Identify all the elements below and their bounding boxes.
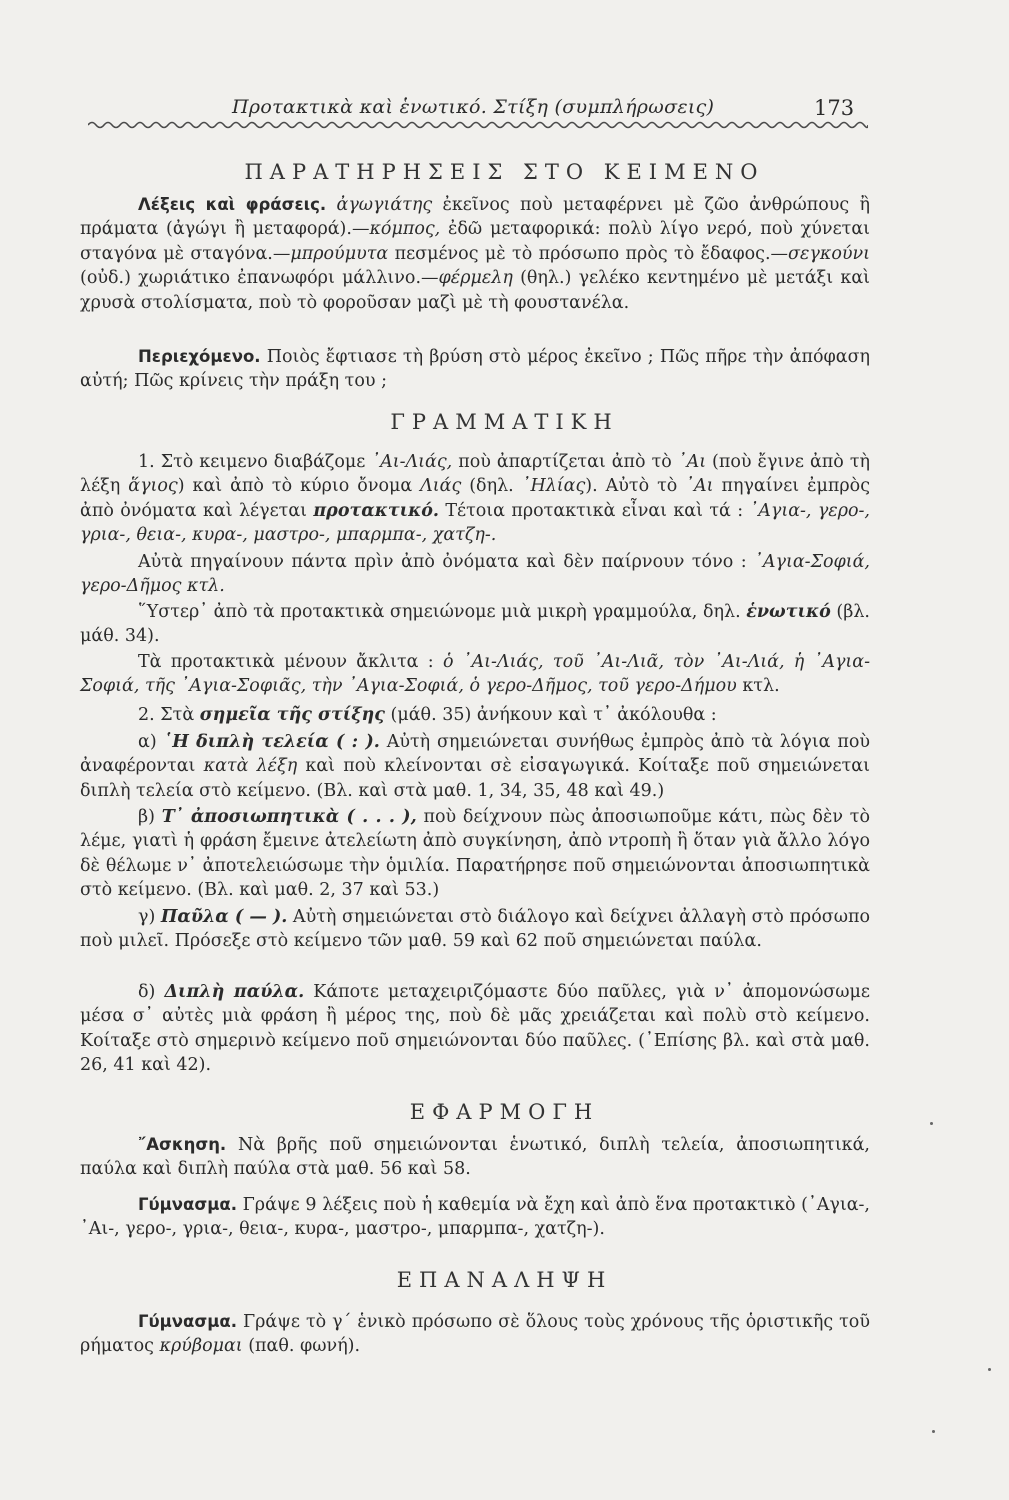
practice-paragraph-1: Γύμνασμα. Γράψε 9 λέξεις ποὺ ἡ καθεμία νὰ ἔχη καὶ ἀπὸ ἕνα προτακτικὸ (᾿Αγια-, ᾿Αι-, γερο-, γρια-, θεια-, κυρα-, μαστρο-, μπαρμπα-, χατζη-). bbox=[80, 1195, 870, 1240]
practice-paragraph-2: Γύμνασμα. Γράψε τὸ γ΄ ἑνικὸ πρόσωπο σὲ ὅλους τοὺς χρόνους τῆς ὁριστικῆς τοῦ ρήματος κρύβομαι (παθ. φωνή). bbox=[80, 1312, 870, 1357]
term-enotiko: ἑνωτικό bbox=[746, 602, 831, 622]
exercise-label: ῎Ασκηση. bbox=[138, 1135, 227, 1154]
grammar-paragraph-3: ῞Υστερ᾿ ἀπὸ τὰ προτακτικὰ σημειώνομε μιὰ μικρὴ γραμμούλα, δηλ. ἑνωτικό (βλ. μάθ. 34). bbox=[80, 602, 870, 647]
punctuation-item-dash: γ) Παῦλα ( — ). Αὐτὴ σημειώνεται στὸ διάλογο καὶ δείχνει ἀλλαγὴ στὸ πρόσωπο ποὺ μιλεῖ. Πρόσεξε στὸ κείμενο τῶν μαθ. 59 καὶ 62 ποῦ σημειώνεται παύλα. bbox=[80, 907, 871, 952]
practice-label: Γύμνασμα. bbox=[138, 1312, 237, 1331]
running-title: Προτακτικὰ καὶ ἑνωτικό. Στίξη (συμπλήρωσεις) bbox=[232, 96, 715, 118]
section-heading-application: ΕΦΑΡΜΟΓΗ bbox=[409, 1100, 600, 1124]
paper-speck bbox=[988, 1368, 991, 1371]
vocabulary-paragraph: Λέξεις καὶ φράσεις. ἀγωγιάτης ἐκεῖνος ποὺ μεταφέρνει μὲ ζῶο ἀνθρώπους ἢ πράματα (ἀγώγι ἢ μεταφορά).—κόμπος, ἐδῶ μεταφορικά: πολὺ λίγο νερό, ποὺ χύνεται σταγόνα μὲ σταγόνα.—μπρούμυτα πεσμένος μὲ τὸ πρόσωπο πρὸς τὸ ἔδαφος.—σεγκούνι (οὐδ.) χωριάτικο ἐπανωφόρι μάλλινο.—φέρμελη (θηλ.) γελέκο κεντημένο μὲ μετάξι καὶ χρυσὰ στολίσματα, ποὺ τὸ φοροῦσαν μαζὶ μὲ τὴ φουστανέλα. bbox=[80, 195, 870, 313]
content-label: Περιεχόμενο. bbox=[138, 347, 261, 366]
punctuation-item-colon: α) ῾Η διπλὴ τελεία ( : ). Αὐτὴ σημειώνεται συνήθως ἐμπρὸς ἀπὸ τὰ λόγια ποὺ ἀναφέρονται κατὰ λέξη καὶ ποὺ κλείνονται σὲ εἰσαγωγικά. Κοίταξε ποῦ σημειώνεται διπλὴ τελεία στὸ κείμενο. (Βλ. καὶ στὰ μαθ. 1, 34, 35, 48 καὶ 49.) bbox=[80, 732, 871, 801]
practice-label: Γύμνασμα. bbox=[138, 1195, 237, 1214]
section-heading-grammar: ΓΡΑΜΜΑΤΙΚΗ bbox=[390, 410, 619, 434]
paper-speck bbox=[932, 1430, 935, 1433]
vocab-term: σεγκούνι bbox=[788, 243, 870, 264]
vocab-term: φέρμελη bbox=[438, 268, 513, 289]
content-paragraph: Περιεχόμενο. Ποιὸς ἔφτιασε τὴ βρύση στὸ μέρος ἐκεῖνο ; Πῶς πῆρε τὴν ἀπόφαση αὐτή; Πῶς κρίνεις τὴν πράξη του ; bbox=[80, 347, 870, 392]
grammar-paragraph-2: Αὐτὰ πηγαίνουν πάντα πρὶν ἀπὸ ὀνόματα καὶ δὲν παίρνουν τόνο : ᾿Αγια-Σοφιά, γερο-Δῆμος κτλ. bbox=[80, 552, 870, 597]
wavy-header-rule bbox=[88, 118, 868, 132]
section-heading-notes: ΠΑΡΑΤΗΡΗΣΕΙΣ ΣΤΟ ΚΕΙΜΕΝΟ bbox=[244, 160, 765, 184]
exercise-paragraph: ῎Ασκηση. Νὰ βρῆς ποῦ σημειώνονται ἑνωτικό, διπλὴ τελεία, ἀποσιωπητικά, παύλα καὶ διπλὴ παύλα στὰ μαθ. 56 καὶ 58. bbox=[80, 1135, 870, 1180]
section-heading-review: ΕΠΑΝΑΛΗΨΗ bbox=[396, 1268, 613, 1292]
punctuation-item-ellipsis: β) Τ᾿ ἀποσιωπητικὰ ( . . . ), ποὺ δείχνουν πὼς ἀποσιωποῦμε κάτι, πὼς δὲν τὸ λέμε, γιατὶ ἡ φράση ἔμεινε ἀτελείωτη ἀπὸ συγκίνηση, ἀπὸ ντροπὴ ἢ ὅταν γιὰ ἄλλο λόγο δὲ θέλωμε ν᾿ ἀποτελειώσωμε τὴν ὁμιλία. Παρατήρησε ποῦ σημειώνονται ἀποσιωπητικὰ στὸ κείμενο. (Βλ. καὶ μαθ. 2, 37 καὶ 53.) bbox=[80, 807, 870, 901]
vocab-term: κόμπος, bbox=[369, 219, 441, 240]
grammar-paragraph-1: 1. Στὸ κειμενο διαβάζομε ᾿Αι-Λιάς, ποὺ ἀπαρτίζεται ἀπὸ τὸ ᾿Αι (ποὺ ἔγινε ἀπὸ τὴ λέξη ἅγιος) καὶ ἀπὸ τὸ κύριο ὄνομα Λιάς (δηλ. ᾿Ηλίας). Αὐτὸ τὸ ᾿Αι πηγαίνει ἐμπρὸς ἀπὸ ὀνόματα καὶ λέγεται προτακτικό. Τέτοια προτακτικὰ εἶναι καὶ τά : ᾿Αγια-, γερο-, γρια-, θεια-, κυρα-, μαστρο-, μπαρμπα-, χατζη-. bbox=[80, 452, 870, 546]
vocabulary-label: Λέξεις καὶ φράσεις. bbox=[138, 195, 327, 214]
punctuation-item-double-dash: δ) Διπλὴ παύλα. Κάποτε μεταχειριζόμαστε δύο παῦλες, γιὰ ν᾿ ἀπομονώσωμε μέσα σ᾿ αὐτὲς μιὰ φράση ἢ μέρος της, ποὺ δὲ μᾶς χρειάζεται καὶ πολὺ στὸ κείμενο. Κοίταξε στὸ σημερινὸ κείμενο ποῦ σημειώνονται δύο παῦλες. (᾿Επίσης βλ. καὶ στὰ μαθ. 26, 41 καὶ 42). bbox=[80, 982, 870, 1076]
grammar-paragraph-4: Τὰ προτακτικὰ μένουν ἄκλιτα : ὁ ᾿Αι-Λιάς, τοῦ ᾿Αι-Λιᾶ, τὸν ᾿Αι-Λιά, ἡ ᾿Αγια-Σοφιά, τῆς ᾿Αγια-Σοφιᾶς, τὴν ᾿Αγια-Σοφιά, ὁ γερο-Δῆμος, τοῦ γερο-Δήμου κτλ. bbox=[80, 652, 871, 697]
grammar-paragraph-5: 2. Στὰ σημεῖα τῆς στίξης (μάθ. 35) ἀνήκουν καὶ τ᾿ ἀκόλουθα : bbox=[138, 705, 717, 725]
paper-speck bbox=[930, 1122, 933, 1125]
vocab-term: μπρούμυτα bbox=[290, 243, 389, 264]
term-protaktiko: προτακτικό. bbox=[313, 500, 439, 521]
page-number: 173 bbox=[814, 96, 855, 120]
vocab-term: ἀγωγιάτης bbox=[336, 195, 433, 215]
